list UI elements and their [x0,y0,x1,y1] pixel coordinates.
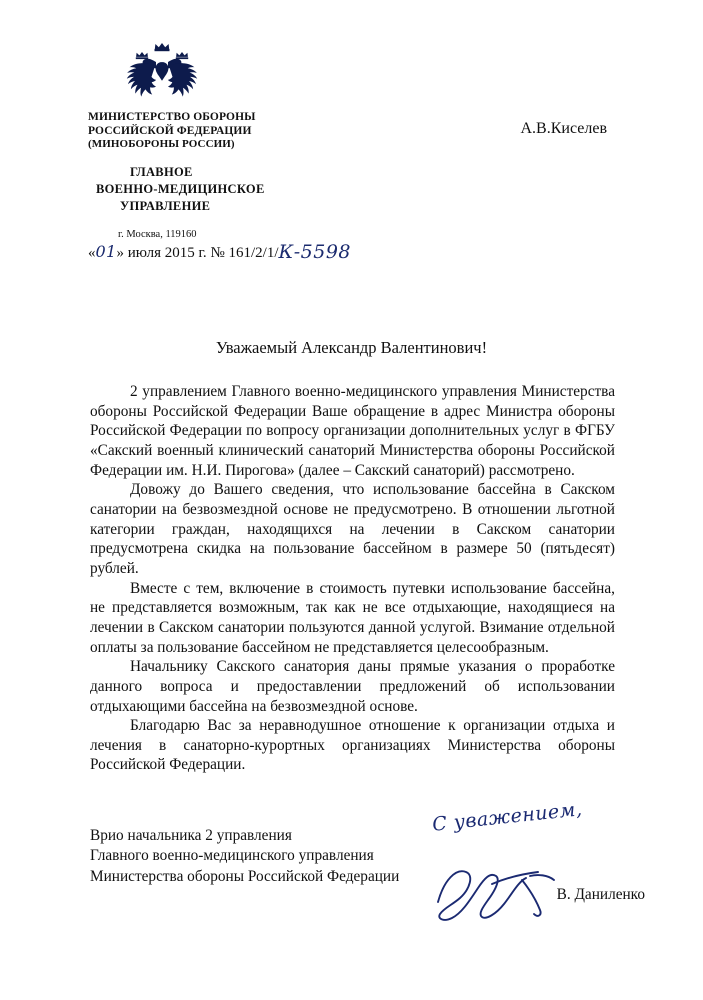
quote-close: » [116,245,124,261]
paragraph: Довожу до Вашего сведения, что использование бассейна в Сакском санатории на безвозмездной основе не предусмотрено. В отношении льготной категории граждан, находящихся на лечении в Сакском санатории предусмотрена скидка на пользование бассейном в размере 50 (пятьдесят) рублей. [90,481,615,577]
paragraph: Начальнику Сакского санатория даны прямые указания о проработке данного вопроса и предоставлении предложений об использовании отдыхающими бассейна на безвозмездной основе. [90,658,615,715]
handwritten-closing: С уважением, [431,798,584,836]
ministry-line-1: МИНИСТЕРСТВО ОБОРОНЫ [88,111,256,123]
paragraph: Вместе с тем, включение в стоимость путевки использование бассейна, не представляется возможным, так как не все отдыхающие, находящиеся на лечении в Сакском санатории пользуются данной услугой. Взимание отдельной оплаты за пользование бассейном не представляется целесообразным. [90,579,615,656]
letterhead [88,40,388,240]
signer-name: В. Даниленко [556,886,645,903]
ministry-name [88,110,388,151]
handwritten-signature-icon [430,858,565,928]
signature-title-block [90,826,399,887]
department-line-1: ГЛАВНОЕ [130,165,193,180]
date-month-year: июля 2015 г. [127,245,207,261]
addressee: А.В.Киселев [520,120,607,137]
department-name [88,164,388,215]
signature-title-line-1: Врио начальника 2 управления [90,827,292,844]
paragraph: 2 управлением Главного военно-медицинского управления Министерства обороны Российской Федерации Ваше обращение в адрес Министра обороны Российской Федерации по вопросу организации дополнительных услуг в ФГБУ «Сакский военный клинический санаторий Министерства обороны Российской Федерации им. Н.И. Пирогова» (далее – Сакский санаторий) рассмотрено. [90,383,615,479]
ministry-line-3: (МИНОБОРОНЫ РОССИИ) [88,138,235,151]
number-label: № [210,245,225,261]
number-handwritten: К-5598 [278,241,351,263]
salutation: Уважаемый Александр Валентинович! [215,338,488,357]
double-headed-eagle-emblem [116,40,208,104]
paragraph: Благодарю Вас за неравнодушное отношение к организации отдыха и лечения в санаторно-курортных организациях Министерства обороны Российской Федерации. [90,717,615,774]
city-address: г. Москва, 119160 [118,229,197,241]
signature-title-line-3: Министерства обороны Российской Федерации [90,867,400,885]
number-printed: 161/2/1/ [228,245,279,261]
signature-title-line-2: Главного военно-медицинского управления [90,847,374,865]
letter-body [90,382,615,775]
reference-line [88,240,351,262]
date-day-handwritten: 01 [95,242,117,261]
ministry-line-2: РОССИЙСКОЙ ФЕДЕРАЦИИ [88,125,252,138]
quote-open: « [88,245,96,261]
department-line-2: ВОЕННО-МЕДИЦИНСКОЕ [96,182,265,197]
department-line-3: УПРАВЛЕНИЕ [120,199,211,214]
